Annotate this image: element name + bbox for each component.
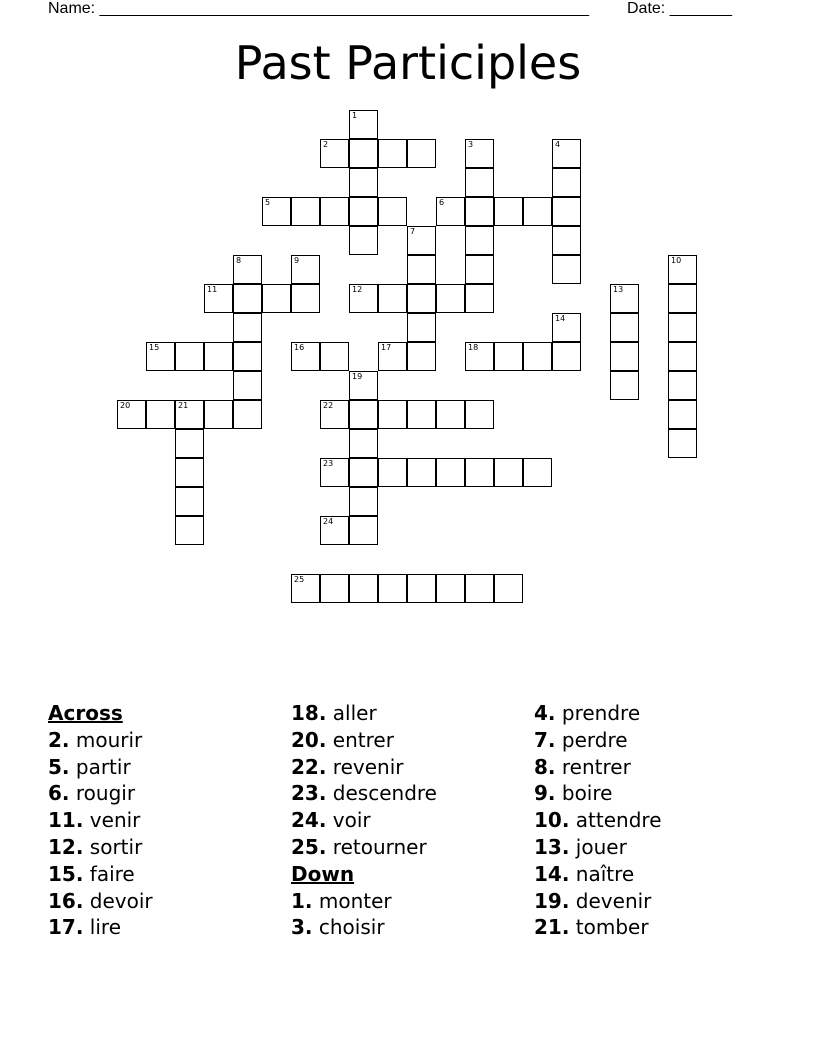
- grid-cell[interactable]: [465, 342, 494, 371]
- grid-cell[interactable]: [668, 400, 697, 429]
- grid-cell[interactable]: [407, 255, 436, 284]
- grid-cell[interactable]: [291, 284, 320, 313]
- clue-text: perdre: [561, 727, 628, 752]
- grid-cell[interactable]: [610, 313, 639, 342]
- down-clue: [534, 727, 662, 754]
- grid-cell[interactable]: [291, 342, 320, 371]
- grid-cell[interactable]: [233, 342, 262, 371]
- clue-number: 2.: [48, 727, 70, 752]
- grid-cell[interactable]: [233, 255, 262, 284]
- clue-number: 9.: [534, 781, 556, 806]
- clue-number: 3.: [291, 915, 313, 940]
- cell-number: 6: [439, 198, 445, 207]
- grid-cell[interactable]: [349, 516, 378, 545]
- grid-cell[interactable]: [378, 197, 407, 226]
- clue-number: 11.: [48, 808, 84, 833]
- clue-column-1: [48, 700, 153, 941]
- grid-cell[interactable]: [175, 516, 204, 545]
- grid-cell[interactable]: [494, 458, 523, 487]
- clue-number: 10.: [534, 808, 570, 833]
- grid-cell[interactable]: [465, 284, 494, 313]
- grid-cell[interactable]: [291, 255, 320, 284]
- grid-cell[interactable]: [407, 226, 436, 255]
- down-clue: [534, 807, 662, 834]
- grid-cell[interactable]: [378, 139, 407, 168]
- clue-number: 5.: [48, 754, 70, 779]
- grid-cell[interactable]: [320, 574, 349, 603]
- grid-cell[interactable]: [175, 429, 204, 458]
- grid-cell[interactable]: [552, 255, 581, 284]
- grid-cell[interactable]: [320, 516, 349, 545]
- clue-text: boire: [561, 781, 613, 806]
- clue-text: entrer: [332, 727, 394, 752]
- grid-cell[interactable]: [436, 197, 465, 226]
- across-clue: [48, 807, 153, 834]
- grid-cell[interactable]: [175, 458, 204, 487]
- cell-number: 4: [555, 140, 561, 149]
- clue-number: 21.: [534, 915, 570, 940]
- clue-text: attendre: [575, 808, 662, 833]
- grid-cell[interactable]: [668, 342, 697, 371]
- grid-cell[interactable]: [204, 342, 233, 371]
- grid-cell[interactable]: [610, 284, 639, 313]
- clue-text: sortir: [89, 834, 143, 859]
- across-clue: [48, 914, 153, 941]
- grid-cell[interactable]: [349, 429, 378, 458]
- down-clue: [534, 780, 662, 807]
- grid-cell[interactable]: [320, 197, 349, 226]
- grid-cell[interactable]: [320, 139, 349, 168]
- grid-cell[interactable]: [465, 226, 494, 255]
- clue-number: 7.: [534, 727, 556, 752]
- cell-number: 12: [352, 285, 363, 294]
- grid-cell[interactable]: [291, 197, 320, 226]
- cell-number: 11: [207, 285, 218, 294]
- grid-cell[interactable]: [465, 458, 494, 487]
- grid-cell[interactable]: [668, 284, 697, 313]
- grid-cell[interactable]: [407, 313, 436, 342]
- cell-number: 23: [323, 459, 334, 468]
- across-clue: [291, 780, 437, 807]
- clue-number: 17.: [48, 915, 84, 940]
- grid-cell[interactable]: [465, 197, 494, 226]
- clue-number: 12.: [48, 834, 84, 859]
- clue-number: 23.: [291, 781, 327, 806]
- clue-number: 6.: [48, 781, 70, 806]
- cell-number: 2: [323, 140, 329, 149]
- grid-cell[interactable]: [378, 574, 407, 603]
- cell-number: 14: [555, 314, 566, 323]
- clue-number: 1.: [291, 888, 313, 913]
- clue-text: monter: [318, 888, 392, 913]
- down-clue: [534, 888, 662, 915]
- down-clue: [534, 914, 662, 941]
- across-heading: Across: [48, 701, 123, 725]
- clue-text: descendre: [332, 781, 437, 806]
- clue-text: voir: [332, 808, 371, 833]
- across-clue: [48, 861, 153, 888]
- grid-cell[interactable]: [175, 487, 204, 516]
- across-clue: [48, 754, 153, 781]
- grid-cell[interactable]: [349, 400, 378, 429]
- grid-cell[interactable]: [320, 400, 349, 429]
- cell-number: 3: [468, 140, 474, 149]
- grid-cell[interactable]: [668, 255, 697, 284]
- grid-cell[interactable]: [494, 342, 523, 371]
- grid-cell[interactable]: [465, 574, 494, 603]
- cell-number: 16: [294, 343, 305, 352]
- grid-cell[interactable]: [262, 197, 291, 226]
- grid-cell[interactable]: [349, 110, 378, 139]
- down-heading: Down: [291, 861, 355, 886]
- grid-cell[interactable]: [407, 574, 436, 603]
- grid-cell[interactable]: [146, 342, 175, 371]
- across-clue: [48, 727, 153, 754]
- grid-cell[interactable]: [204, 284, 233, 313]
- clue-column-2: [291, 700, 437, 941]
- clue-number: 16.: [48, 888, 84, 913]
- grid-cell[interactable]: [349, 226, 378, 255]
- grid-cell[interactable]: [552, 226, 581, 255]
- grid-cell[interactable]: [465, 168, 494, 197]
- grid-cell[interactable]: [552, 342, 581, 371]
- grid-cell[interactable]: [349, 168, 378, 197]
- clue-number: 8.: [534, 754, 556, 779]
- grid-cell[interactable]: [233, 313, 262, 342]
- grid-cell[interactable]: [523, 197, 552, 226]
- clue-number: 19.: [534, 888, 570, 913]
- cell-number: 21: [178, 401, 189, 410]
- grid-cell[interactable]: [465, 139, 494, 168]
- cell-number: 25: [294, 575, 305, 584]
- cell-number: 8: [236, 256, 242, 265]
- date-field-label: Date: _______: [627, 0, 732, 17]
- down-clue: [291, 888, 437, 915]
- grid-cell[interactable]: [204, 400, 233, 429]
- clue-number: 4.: [534, 701, 556, 725]
- clue-text: revenir: [332, 754, 404, 779]
- grid-cell[interactable]: [233, 400, 262, 429]
- down-clue: [534, 861, 662, 888]
- grid-cell[interactable]: [668, 429, 697, 458]
- clue-text: rougir: [75, 781, 136, 806]
- grid-cell[interactable]: [436, 284, 465, 313]
- clue-text: retourner: [332, 834, 427, 859]
- grid-cell[interactable]: [349, 139, 378, 168]
- grid-cell[interactable]: [349, 487, 378, 516]
- grid-cell[interactable]: [378, 400, 407, 429]
- grid-cell[interactable]: [407, 139, 436, 168]
- cell-number: 7: [410, 227, 416, 236]
- grid-cell[interactable]: [610, 371, 639, 400]
- cell-number: 5: [265, 198, 271, 207]
- grid-cell[interactable]: [146, 400, 175, 429]
- grid-cell[interactable]: [378, 284, 407, 313]
- across-clue: [291, 700, 437, 727]
- grid-cell[interactable]: [117, 400, 146, 429]
- clue-text: venir: [89, 808, 141, 833]
- cell-number: 17: [381, 343, 392, 352]
- down-clue: [534, 700, 662, 727]
- cell-number: 13: [613, 285, 624, 294]
- grid-cell[interactable]: [668, 371, 697, 400]
- grid-cell[interactable]: [320, 458, 349, 487]
- grid-cell[interactable]: [407, 284, 436, 313]
- cell-number: 24: [323, 517, 334, 526]
- grid-cell[interactable]: [349, 284, 378, 313]
- clue-text: tomber: [575, 915, 649, 940]
- grid-cell[interactable]: [465, 255, 494, 284]
- across-clue: [48, 888, 153, 915]
- clue-text: choisir: [318, 915, 385, 940]
- clue-text: lire: [89, 915, 121, 940]
- grid-cell[interactable]: [262, 284, 291, 313]
- cell-number: 1: [352, 111, 358, 120]
- clue-text: prendre: [561, 701, 641, 725]
- grid-cell[interactable]: [233, 371, 262, 400]
- grid-cell[interactable]: [407, 400, 436, 429]
- clue-number: 15.: [48, 861, 84, 886]
- clue-text: partir: [75, 754, 131, 779]
- cell-number: 19: [352, 372, 363, 381]
- clue-number: 18.: [291, 701, 327, 725]
- grid-cell[interactable]: [175, 342, 204, 371]
- down-clue: [291, 914, 437, 941]
- grid-cell[interactable]: [349, 371, 378, 400]
- cell-number: 9: [294, 256, 300, 265]
- cell-number: 18: [468, 343, 479, 352]
- grid-cell[interactable]: [378, 458, 407, 487]
- grid-cell[interactable]: [436, 458, 465, 487]
- down-clue: [534, 834, 662, 861]
- across-clue: [48, 834, 153, 861]
- grid-cell[interactable]: [552, 313, 581, 342]
- clue-column-3: [534, 700, 662, 941]
- clue-number: 13.: [534, 834, 570, 859]
- across-clue: [291, 807, 437, 834]
- grid-cell[interactable]: [494, 574, 523, 603]
- across-clue: [291, 754, 437, 781]
- clue-number: 20.: [291, 727, 327, 752]
- grid-cell[interactable]: [349, 197, 378, 226]
- cell-number: 20: [120, 401, 131, 410]
- grid-cell[interactable]: [320, 342, 349, 371]
- clue-number: 14.: [534, 861, 570, 886]
- cell-number: 22: [323, 401, 334, 410]
- clue-text: rentrer: [561, 754, 631, 779]
- grid-cell[interactable]: [610, 342, 639, 371]
- clue-text: devenir: [575, 888, 652, 913]
- grid-cell[interactable]: [407, 458, 436, 487]
- grid-cell[interactable]: [175, 400, 204, 429]
- grid-cell[interactable]: [552, 197, 581, 226]
- grid-cell[interactable]: [349, 458, 378, 487]
- clue-text: jouer: [575, 834, 627, 859]
- grid-cell[interactable]: [349, 574, 378, 603]
- grid-cell[interactable]: [523, 458, 552, 487]
- grid-cell[interactable]: [436, 400, 465, 429]
- grid-cell[interactable]: [668, 313, 697, 342]
- clue-number: 24.: [291, 808, 327, 833]
- across-clue: [48, 780, 153, 807]
- grid-cell[interactable]: [465, 400, 494, 429]
- grid-cell[interactable]: [436, 574, 465, 603]
- grid-cell[interactable]: [378, 342, 407, 371]
- grid-cell[interactable]: [523, 342, 552, 371]
- across-clue: [291, 727, 437, 754]
- grid-cell[interactable]: [233, 284, 262, 313]
- grid-cell[interactable]: [552, 139, 581, 168]
- clue-text: naître: [575, 861, 635, 886]
- cell-number: 10: [671, 256, 682, 265]
- grid-cell[interactable]: [494, 197, 523, 226]
- clue-text: faire: [89, 861, 135, 886]
- grid-cell[interactable]: [291, 574, 320, 603]
- clue-text: devoir: [89, 888, 153, 913]
- grid-cell[interactable]: [552, 168, 581, 197]
- clue-text: aller: [332, 701, 377, 725]
- clue-number: 22.: [291, 754, 327, 779]
- clue-number: 25.: [291, 834, 327, 859]
- across-clue: [291, 834, 437, 861]
- cell-number: 15: [149, 343, 160, 352]
- page-title: Past Participles: [234, 36, 582, 90]
- down-clue: [534, 754, 662, 781]
- clue-text: mourir: [75, 727, 143, 752]
- name-field-label: Name: _______________________________________________________: [48, 0, 589, 17]
- grid-cell[interactable]: [407, 342, 436, 371]
